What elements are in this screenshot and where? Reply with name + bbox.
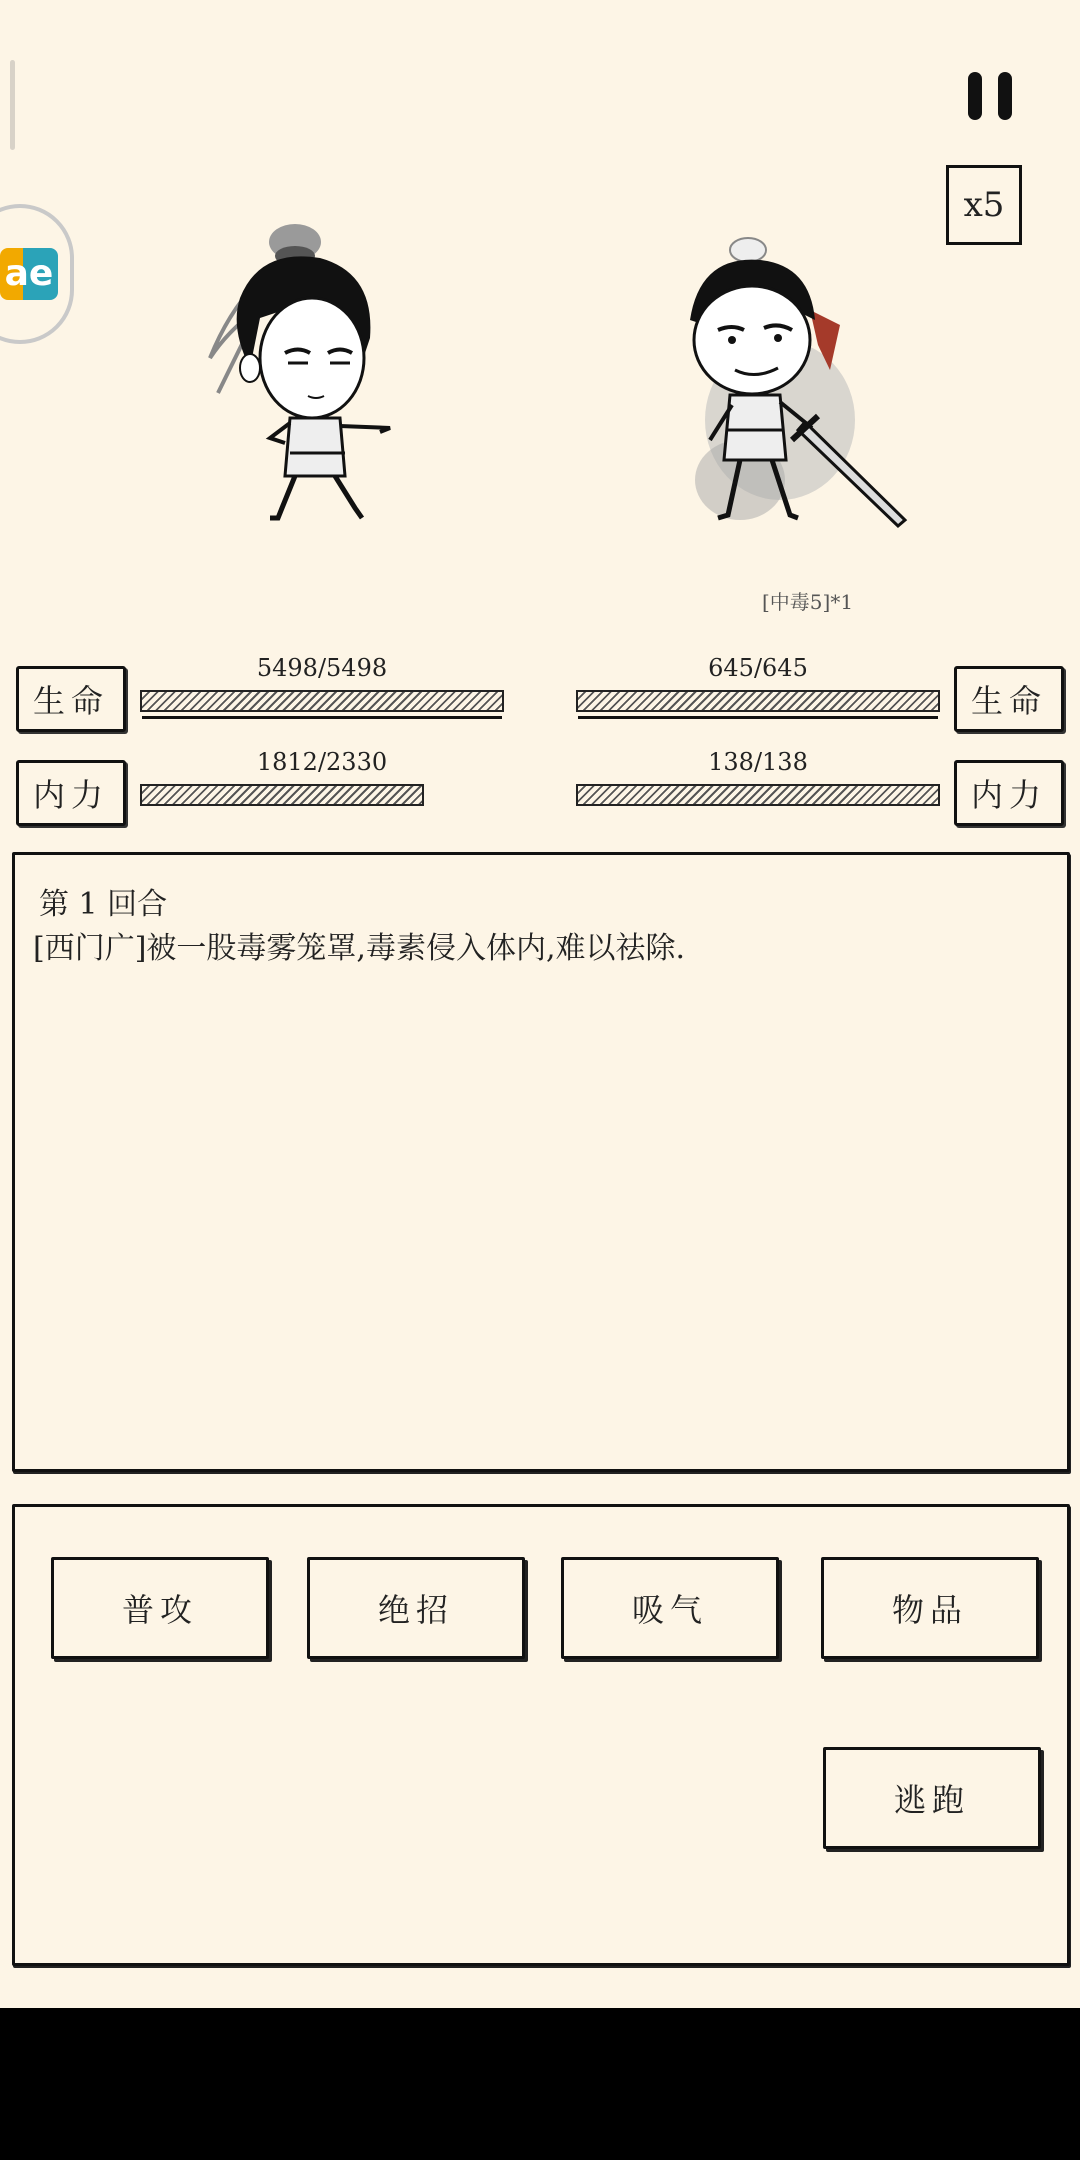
battle-log-panel[interactable] (12, 852, 1070, 1472)
battle-round: 第 1 回合 (39, 887, 168, 922)
enemy-hp-bar (574, 654, 942, 724)
player-mp-bar (138, 748, 506, 808)
speed-toggle-button[interactable] (946, 165, 1022, 245)
enemy-hp-fill (576, 690, 940, 712)
player-mp-fill (140, 784, 424, 806)
player-mp-value: 1812/2330 (256, 748, 388, 776)
player-hp-bar (138, 654, 506, 724)
enemy-mp-label: 内力 (954, 760, 1064, 826)
player-hp-fill (140, 690, 504, 712)
player-character (190, 218, 400, 528)
assistant-logo-icon: ae (0, 248, 58, 300)
enemy-hp-label: 生命 (954, 666, 1064, 732)
battle-log-line: [西门广]被一股毒雾笼罩,毒素侵入体内,难以祛除. (33, 931, 686, 966)
enemy-hp-value: 645/645 (708, 654, 808, 682)
ultimate-button[interactable]: 绝招 (307, 1557, 525, 1659)
screen-edge-handle (10, 60, 15, 150)
enemy-status-effect: [中毒5]*1 (762, 590, 854, 614)
floating-assistant-ball[interactable] (0, 204, 74, 344)
items-button[interactable]: 物品 (821, 1557, 1039, 1659)
enemy-character (680, 230, 920, 540)
pause-button[interactable] (968, 72, 1012, 120)
player-hp-underline (142, 716, 502, 719)
player-mp-label: 内力 (16, 760, 126, 826)
attack-button[interactable]: 普攻 (51, 1557, 269, 1659)
enemy-hp-underline (578, 716, 938, 719)
pause-icon (968, 72, 982, 120)
enemy-mp-value: 138/138 (708, 748, 808, 776)
breathe-button[interactable]: 吸气 (561, 1557, 779, 1659)
enemy-mp-bar (574, 748, 942, 808)
navigation-bar-area (0, 2008, 1080, 2160)
pause-icon-bar (998, 72, 1012, 120)
enemy-mp-fill (576, 784, 940, 806)
speed-label: x5 (963, 185, 1005, 225)
flee-button[interactable]: 逃跑 (823, 1747, 1041, 1849)
player-hp-value: 5498/5498 (256, 654, 388, 682)
player-hp-label: 生命 (16, 666, 126, 732)
action-panel (12, 1504, 1070, 1966)
